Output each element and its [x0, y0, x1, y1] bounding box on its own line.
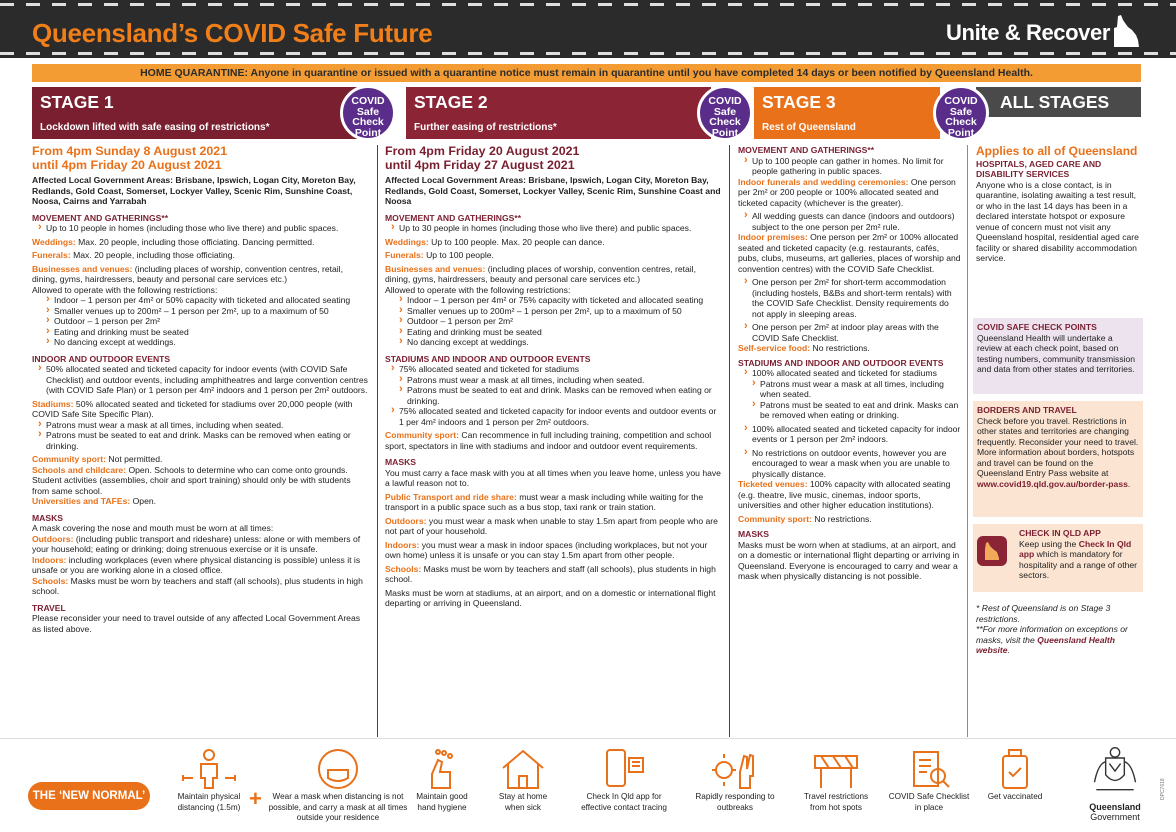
footer-item	[490, 748, 556, 813]
list-item: › Up to 30 people in homes (including those who live there) and public spaces.	[385, 223, 723, 234]
footnotes	[976, 603, 1143, 656]
physical-distancing-icon	[179, 748, 239, 790]
covid-safe-check-point-badge: COVID Safe Check Point	[340, 85, 396, 141]
list-item: › Smaller venues up to 200m² – 1 person per 2m², up to a maximum of 50	[32, 306, 370, 317]
list-item: Funerals: Max. 20 people, including those officiating.	[32, 250, 235, 260]
list-item: Self-service food: No restrictions.	[738, 343, 870, 353]
footer-item-label: Check In Qld app for effective contact tracing	[581, 792, 667, 812]
check-in-qld-link[interactable]: Check In Qld app	[1019, 538, 1132, 559]
section-heading: MASKS	[738, 529, 770, 539]
coat-of-arms-icon	[1087, 744, 1143, 800]
lga-list: Affected Local Government Areas: Brisbane, Ipswich, Logan City, Moreton Bay, Redlands, Gold Coast, Somerset, Lockyer Valley, Scenic Rim, Sunshine Coast, Noosa, Cairns and Yarrabah	[32, 175, 356, 206]
stage1-header: STAGE 1	[32, 87, 372, 117]
list-item: › Indoor – 1 person per 4m² or 75% capacity with ticketed and allocated seating	[385, 295, 723, 306]
section-heading: MASKS	[32, 512, 64, 523]
list-item: Keep using the Check In Qld app which is mandatory for hospitality and a range of other sectors.	[1019, 538, 1138, 580]
list-item: Anyone who is a close contact, is in quarantine, isolating awaiting a test result, or who in the last 14 days has been in a declared interstate hotspot or exposure venue of concern must not visit any Queensland hospital, residential aged care facility or shared disability accommodation service.	[976, 179, 1139, 263]
footer-item	[410, 748, 474, 813]
queensland-health-link[interactable]: Queensland Health website	[976, 634, 1115, 655]
list-item: Schools and childcare: Open. Schools to determine who can come onto grounds. Student activities (assemblies, choir and sport training) should only be with students from same school.	[32, 464, 351, 496]
footer-item	[690, 748, 780, 813]
list-item: You must carry a face mask with you at all times when you leave home, unless you have a lawful reason not to.	[385, 467, 721, 488]
list-item: Universities and TAFEs: Open.	[32, 496, 157, 506]
footer-item-label: COVID Safe Checklist in place	[888, 792, 970, 812]
stage2-subtitle: Further easing of restrictions*	[406, 117, 711, 139]
divider	[967, 145, 968, 737]
list-item: Queensland Health will undertake a review at each check point, based on testing numbers, community transmission and data from other states and territories.	[977, 332, 1136, 374]
brand-title: Unite & Recover	[946, 20, 1110, 45]
border-pass-link[interactable]: www.covid19.qld.gov.au/border-pass	[977, 478, 1128, 489]
divider	[0, 52, 1176, 55]
stage2-date: From 4pm Friday 20 August 2021	[385, 144, 580, 158]
list-item: Indoors: you must wear a mask in indoor spaces (including workplaces, but not your own home) unless it is unsafe or you can stay 1.5m apart from other people.	[385, 539, 708, 560]
stage2-column	[385, 145, 723, 609]
checklist-icon	[906, 748, 952, 790]
list-item: › Eating and drinking must be seated	[385, 327, 723, 338]
stage3-subtitle: Rest of Queensland	[754, 117, 940, 139]
list-item: Outdoors: you must wear a mask when unable to stay 1.5m apart from people who are not part of your household.	[385, 515, 718, 536]
list-item: Schools: Masks must be worn by teachers and staff (all schools), plus students in high school.	[385, 563, 716, 584]
check-in-qld-box	[973, 524, 1143, 592]
list-item: › 100% allocated seated and ticketed for stadiums	[738, 368, 962, 379]
all-stages-column	[976, 145, 1143, 264]
stage1-column	[32, 145, 370, 634]
list-item: › 75% allocated seated and ticketed capacity for indoor events and outdoor events or 1 per 4m² indoors and 1 person per 2m² outdoors.	[385, 406, 723, 427]
list-item: Schools: Masks must be worn by teachers and staff (all schools), plus students in high school.	[32, 575, 363, 596]
section-heading: INDOOR AND OUTDOOR EVENTS	[32, 353, 171, 364]
covid-safe-check-points-box	[973, 318, 1143, 394]
road-block-icon	[811, 748, 861, 790]
list-item: Weddings: Max. 20 people, including those officiating. Dancing permitted.	[32, 236, 315, 247]
all-stages-header: ALL STAGES	[992, 87, 1141, 117]
section-heading: HOSPITALS, AGED CARE AND DISABILITY SERVICES	[976, 158, 1102, 179]
footer-item	[576, 748, 672, 813]
list-item: Stadiums: 50% allocated seated and ticketed for stadiums over 20,000 people (with COVID Safe Site Specific Plan).	[32, 398, 353, 419]
list-item: Indoors: including workplaces (even where physical distancing is possible) unless it is unsafe or you are working alone in a closed office.	[32, 554, 361, 575]
list-item: Community sport: Not permitted.	[32, 454, 163, 464]
section-heading: MOVEMENT AND GATHERINGS**	[385, 212, 522, 223]
list-item: Indoor premises: One person per 2m² or 100% allocated seated and ticketed capacity (e.g. restaurants, cafés, pubs, clubs, museums, art galleries, places of worship and convention centres) with the COVID Safe Checklist.	[738, 232, 961, 274]
list-item: Community sport: Can recommence in full including training, competition and school sport, spectators in line with stadiums and indoor and outdoor event requirements.	[385, 430, 712, 451]
section-heading: BORDERS AND TRAVEL	[977, 405, 1077, 415]
list-item: › Indoor – 1 person per 4m² or 50% capacity with ticketed and allocated seating	[32, 295, 370, 306]
hand-hygiene-icon	[422, 748, 462, 790]
list-item: › One person per 2m² for short-term accommodation (including hostels, B&Bs and short-term rentals) with the COVID Safe Checklist. Density requirements do not apply in sleeping areas.	[738, 277, 962, 319]
list-item: Community sport: No restrictions.	[738, 513, 872, 524]
borders-travel-box	[973, 401, 1143, 517]
divider	[729, 145, 730, 737]
covid-safe-check-point-badge: COVID Safe Check Point	[697, 85, 753, 141]
new-normal-label: THE ‘NEW NORMAL’	[28, 782, 150, 810]
stage2-header: STAGE 2	[406, 87, 711, 117]
page-title: Queensland’s COVID Safe Future	[32, 18, 433, 48]
queensland-government-crest	[1080, 744, 1150, 822]
list-item: › Outdoor – 1 person per 2m²	[385, 316, 723, 327]
footer-item	[980, 748, 1050, 803]
list-item: › One person per 2m² at indoor play areas with the COVID Safe Checklist.	[738, 322, 962, 343]
list-item: › Up to 100 people can gather in homes. No limit for people gathering in public spaces.	[738, 156, 962, 177]
list-item: Ticketed venues: 100% capacity with allocated seating (e.g. theatre, live music, cinemas, indoor sports, universities and other higher education institutions).	[738, 479, 951, 510]
crest-label: Queensland	[1089, 802, 1141, 812]
list-item: Please reconsider your need to travel outside of any affected Local Government Areas as listed above.	[32, 613, 361, 634]
list-item: Indoor funerals and wedding ceremonies: One person per 2m² or 200 people or 100% allocated seated and ticketed capacity (whichever is the greater).	[738, 176, 956, 208]
stage3-header: STAGE 3	[754, 87, 940, 117]
footer-item	[268, 748, 408, 824]
list-item: Masks must be worn at stadiums, at an airport, and on a domestic or international flight departing or arriving in Queensland.	[385, 587, 716, 608]
list-item: Outdoors: (including public transport and rideshare) unless: alone or with members of your household; eating or drinking; doing strenuous exercise or it is unsafe.	[32, 533, 361, 554]
list-item: Allowed to operate with the following restrictions:	[385, 284, 571, 295]
vaccine-icon	[995, 748, 1035, 790]
section-heading: STADIUMS AND INDOOR AND OUTDOOR EVENTS	[738, 357, 944, 368]
list-item: › No restrictions on outdoor events, however you are encouraged to wear a mask when you are unable to physically distance.	[738, 448, 962, 480]
footer-item-label: Maintain good hand hygiene	[416, 792, 468, 812]
list-item: A mask covering the nose and mouth must be worn at all times:	[32, 523, 274, 533]
document-code: DPC7618	[1160, 778, 1166, 800]
list-item: › All wedding guests can dance (indoors and outdoors) subject to the one person per 2m² rule.	[738, 211, 962, 232]
list-item: › 50% allocated seated and ticketed capacity for indoor events (with COVID Safe Checklist) and outdoor events, including amphitheatres and large convention centres (with COVID Safe Plan) or 1 person per 4m² indoors and 1 person per 2m² outdoors.	[32, 364, 370, 396]
stage1-subtitle: Lockdown lifted with safe easing of restrictions*	[32, 117, 372, 139]
divider	[0, 3, 1176, 6]
list-item: › Patrons must wear a mask at all times, including when seated.	[385, 375, 723, 386]
list-item: › Patrons must be seated to eat and drink. Masks can be removed when eating or drinking.	[738, 400, 962, 421]
footer-item-label: Get vaccinated	[987, 792, 1043, 801]
list-item: › Patrons must wear a mask at all times, including when seated.	[32, 420, 370, 431]
section-heading: CHECK IN QLD APP	[1019, 528, 1101, 538]
list-item: Check before you travel. Restrictions in other states and territories are changing frequently. Reconsider your need to travel. More information about borders, hotspots and travel can be found on the Queensland Entry Pass website at www.covid19.qld.gov.au/border-pass.	[977, 415, 1139, 489]
list-item: › Smaller venues up to 200m² – 1 person per 2m², up to a maximum of 50	[385, 306, 723, 317]
stage2-date: until 4pm Friday 27 August 2021	[385, 157, 575, 172]
house-icon	[500, 748, 546, 790]
section-heading: COVID SAFE CHECK POINTS	[977, 322, 1097, 332]
section-heading: TRAVEL	[32, 602, 66, 613]
list-item: › 75% allocated seated and ticketed for stadiums	[385, 364, 723, 375]
stage3-column	[738, 145, 962, 582]
plus-icon: +	[249, 786, 262, 811]
footer-item	[796, 748, 876, 813]
list-item: › Patrons must be seated to eat and drink. Masks can be removed when eating or drinking.	[385, 385, 723, 406]
list-item: Allowed to operate with the following restrictions:	[32, 284, 218, 295]
list-item: Masks must be worn when at stadiums, at an airport, and on a domestic or international flight departing or arriving in Queensland. Everyone is encouraged to carry and wear a mask when physically distancing is not possible.	[738, 539, 960, 581]
section-heading: MOVEMENT AND GATHERINGS**	[32, 212, 169, 223]
divider	[0, 738, 1176, 739]
section-heading: STADIUMS AND INDOOR AND OUTDOOR EVENTS	[385, 353, 591, 364]
footnote: **For more information on exceptions or masks, visit the Queensland Health website.	[976, 624, 1128, 655]
queensland-map-icon	[1112, 14, 1140, 48]
list-item: › Eating and drinking must be seated	[32, 327, 370, 338]
list-item: Businesses and venues: (including places of worship, convention centres, retail, dining, gyms, hairdressers, beauty and personal care services etc.)	[32, 263, 343, 284]
list-item: Businesses and venues: (including places of worship, convention centres, retail, dining, gyms, hairdressers, beauty and personal care services etc.)	[385, 263, 696, 284]
lga-list: Affected Local Government Areas: Brisbane, Ipswich, Logan City, Moreton Bay, Redlands, Gold Coast, Somerset, Lockyer Valley, Scenic Rim, Sunshine Coast and Noosa	[385, 175, 721, 206]
check-in-app-icon	[599, 748, 649, 790]
footer-item-label: Stay at home when sick	[498, 792, 548, 812]
crest-sublabel: Government	[1090, 812, 1140, 822]
list-item: › 100% allocated seated and ticketed capacity for indoor events or 1 person per 2m² indoors.	[738, 424, 962, 445]
all-stages-heading: Applies to all of Queensland	[976, 144, 1138, 158]
home-quarantine-banner: HOME QUARANTINE: Anyone in quarantine or issued with a quarantine notice must remain in quarantine until you have completed 14 days or been notified by Queensland Health.	[32, 64, 1141, 82]
footnote: * Rest of Queensland is on Stage 3 restrictions.	[976, 603, 1111, 624]
stage1-date: until 4pm Friday 20 August 2021	[32, 157, 222, 172]
list-item: › Outdoor – 1 person per 2m²	[32, 316, 370, 327]
footer-item	[886, 748, 972, 813]
footer-item-label: Wear a mask when distancing is not possible, and carry a mask at all times outside your residence	[268, 792, 408, 822]
covid-safe-check-point-badge: COVID Safe Check Point	[933, 85, 989, 141]
footer-item-label: Maintain physical distancing (1.5m)	[177, 792, 241, 812]
header-bar	[0, 0, 1176, 58]
section-heading: MOVEMENT AND GATHERINGS**	[738, 145, 875, 155]
list-item: Weddings: Up to 100 people. Max. 20 people can dance.	[385, 236, 605, 247]
section-heading: MASKS	[385, 457, 417, 467]
list-item: › Up to 10 people in homes (including those who live there) and public spaces.	[32, 223, 370, 234]
stage1-date: From 4pm Sunday 8 August 2021	[32, 144, 228, 158]
footer-item-label: Travel restrictions from hot spots	[803, 792, 869, 812]
footer-item	[166, 748, 252, 813]
footer-item-label: Rapidly responding to outbreaks	[695, 792, 775, 812]
outbreak-response-icon	[710, 748, 760, 790]
check-in-qld-app-icon[interactable]	[977, 536, 1007, 566]
list-item: › Patrons must wear a mask at all times, including when seated.	[738, 379, 962, 400]
list-item: › No dancing except at weddings.	[385, 337, 723, 348]
list-item: › Patrons must be seated to eat and drink. Masks can be removed when eating or drinking.	[32, 430, 370, 451]
list-item: Funerals: Up to 100 people.	[385, 250, 494, 260]
list-item: › No dancing except at weddings.	[32, 337, 370, 348]
list-item: Public Transport and ride share: must wear a mask including while waiting for the transport in a public space such as a bus stop, taxi rank or train station.	[385, 491, 704, 512]
face-mask-icon	[313, 748, 363, 790]
divider	[377, 145, 378, 737]
